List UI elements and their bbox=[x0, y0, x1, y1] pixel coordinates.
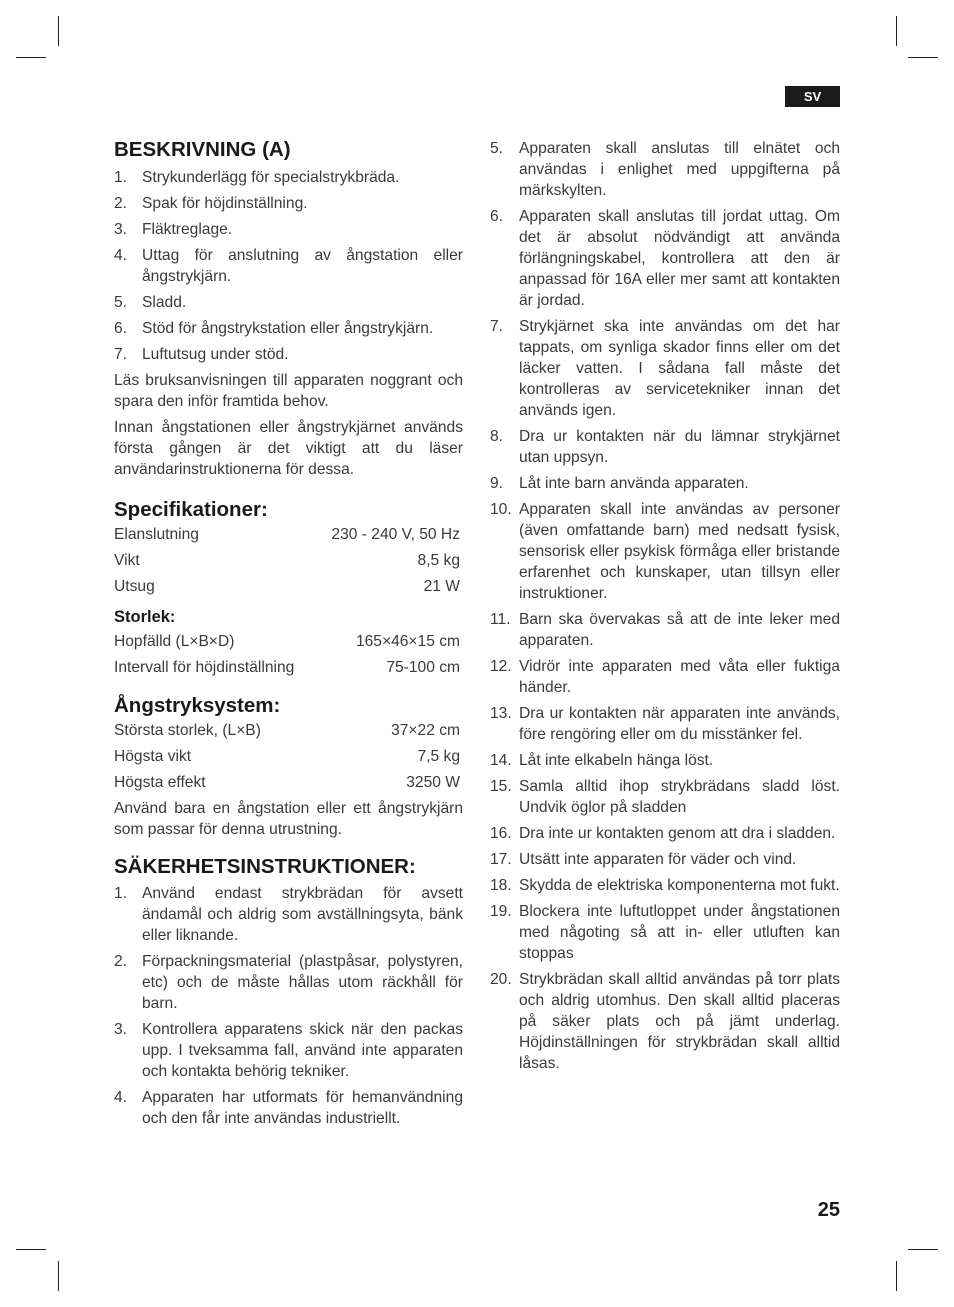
list-item bbox=[114, 344, 463, 365]
item-number: 2. bbox=[114, 195, 128, 212]
language-badge: SV bbox=[785, 86, 840, 107]
item-text: Apparaten skall anslutas till jordat uttag. Om det är absolut nödvändigt att använda förlängningskabel, kontrollera att den är anpassad för 16A eller mer samt att kontakten är jordad. bbox=[519, 208, 840, 309]
spec-label: Högsta vikt bbox=[114, 748, 192, 765]
spec-value: 75-100 cm bbox=[386, 659, 460, 676]
instructions-paragraph: Läs bruksanvisningen till apparaten noggrant och spara den inför framtida behov. bbox=[114, 372, 463, 410]
list-item bbox=[490, 750, 840, 771]
item-number: 20. bbox=[490, 971, 512, 988]
list-item bbox=[490, 426, 840, 468]
list-item bbox=[114, 167, 463, 188]
steam-note: Använd bara en ångstation eller ett ångstrykjärn som passar för denna utrustning. bbox=[114, 800, 463, 838]
item-number: 1. bbox=[114, 169, 128, 186]
spec-row bbox=[114, 720, 463, 746]
spec-value: 7,5 kg bbox=[417, 748, 460, 765]
item-text: Sladd. bbox=[142, 294, 187, 311]
item-number: 4. bbox=[114, 1089, 128, 1106]
item-text: Apparaten skall anslutas till elnätet och användas i enlighet med uppgifterna på märkskylten. bbox=[519, 140, 840, 199]
item-number: 2. bbox=[114, 953, 128, 970]
specifications-heading: Specifikationer: bbox=[114, 498, 268, 521]
item-text: Blockera inte luftutloppet under ångstationen med någoting så att in- eller utluften kan stoppas bbox=[519, 903, 840, 962]
spec-label: Utsug bbox=[114, 578, 155, 595]
right-column bbox=[490, 138, 840, 1079]
crop-mark bbox=[58, 16, 59, 46]
page-number: 25 bbox=[817, 1199, 840, 1221]
item-text: Stöd för ångstrykstation eller ångstrykjärn. bbox=[142, 320, 434, 337]
spec-label: Högsta effekt bbox=[114, 774, 206, 791]
item-text: Utsätt inte apparaten för väder och vind. bbox=[519, 851, 797, 868]
item-number: 10. bbox=[490, 501, 512, 518]
item-text: Låt inte elkabeln hänga löst. bbox=[519, 752, 714, 769]
steam-system-section bbox=[114, 693, 463, 840]
list-item bbox=[114, 951, 463, 1014]
item-text: Apparaten skall inte användas av personer (även omfattande barn) med nedsatt fysisk, sensorisk eller psykisk förmåga eller bristande erfarenhet och kunskaper, utan tillsyn eller instruktioner. bbox=[519, 501, 840, 602]
left-column bbox=[114, 137, 463, 1134]
description-heading: BESKRIVNING (A) bbox=[114, 138, 291, 161]
description-section bbox=[114, 137, 463, 480]
item-number: 12. bbox=[490, 658, 512, 675]
item-number: 13. bbox=[490, 705, 512, 722]
spec-label: Intervall för höjdinställning bbox=[114, 659, 295, 676]
list-item bbox=[490, 823, 840, 844]
list-item bbox=[490, 875, 840, 896]
list-item bbox=[490, 316, 840, 421]
safety-list-continued bbox=[490, 138, 840, 1074]
list-item bbox=[114, 193, 463, 214]
specifications-section bbox=[114, 497, 463, 683]
item-text: Kontrollera apparatens skick när den packas upp. I tveksamma fall, använd inte apparaten och kontakta behörig tekniker. bbox=[142, 1021, 463, 1080]
item-text: Strykunderlägg för specialstrykbräda. bbox=[142, 169, 400, 186]
item-number: 3. bbox=[114, 1021, 128, 1038]
crop-mark bbox=[16, 1249, 46, 1250]
list-item bbox=[114, 883, 463, 946]
item-number: 9. bbox=[490, 475, 504, 492]
item-text: Spak för höjdinställning. bbox=[142, 195, 308, 212]
list-item bbox=[490, 849, 840, 870]
item-number: 16. bbox=[490, 825, 512, 842]
spec-row bbox=[114, 576, 463, 602]
crop-mark bbox=[908, 57, 938, 58]
spec-label: Vikt bbox=[114, 552, 140, 569]
spec-row bbox=[114, 631, 463, 657]
list-item bbox=[490, 901, 840, 964]
list-item bbox=[114, 219, 463, 240]
item-text: Förpackningsmaterial (plastpåsar, polystyren, etc) och de måste hållas utom räckhåll för barn. bbox=[142, 953, 463, 1012]
safety-list bbox=[114, 883, 463, 1129]
item-text: Dra ur kontakten när apparaten inte används, före rengöring eller om du misstänker fel. bbox=[519, 705, 840, 743]
safety-section bbox=[114, 854, 463, 1129]
spec-value: 37×22 cm bbox=[391, 722, 460, 739]
list-item bbox=[490, 776, 840, 818]
item-number: 7. bbox=[114, 346, 128, 363]
item-text: Fläktreglage. bbox=[142, 221, 233, 238]
item-text: Dra inte ur kontakten genom att dra i sladden. bbox=[519, 825, 836, 842]
spec-value: 8,5 kg bbox=[417, 552, 460, 569]
crop-mark bbox=[896, 16, 897, 46]
spec-value: 21 W bbox=[423, 578, 460, 595]
safety-heading: SÄKERHETSINSTRUKTIONER: bbox=[114, 855, 416, 878]
item-text: Barn ska övervakas så att de inte leker med apparaten. bbox=[519, 611, 840, 649]
item-text: Uttag för anslutning av ångstation eller ångstrykjärn. bbox=[142, 247, 463, 285]
spec-value: 3250 W bbox=[406, 774, 460, 791]
item-text: Strykbrädan skall alltid användas på torr plats och aldrig utomhus. Den skall alltid placeras på säker plats och på jämt underlag. Höjdinställningen för strykbrädan skall alltid låsas. bbox=[519, 971, 840, 1072]
list-item bbox=[114, 318, 463, 339]
description-list bbox=[114, 167, 463, 365]
item-text: Skydda de elektriska komponenterna mot fukt. bbox=[519, 877, 840, 894]
list-item bbox=[490, 499, 840, 604]
spec-row bbox=[114, 550, 463, 576]
item-number: 11. bbox=[490, 611, 511, 628]
item-number: 3. bbox=[114, 221, 128, 238]
crop-mark bbox=[896, 1261, 897, 1291]
spec-label: Största storlek, (L×B) bbox=[114, 722, 261, 739]
list-item bbox=[114, 1087, 463, 1129]
item-text: Luftutsug under stöd. bbox=[142, 346, 289, 363]
list-item bbox=[114, 1019, 463, 1082]
list-item bbox=[490, 656, 840, 698]
spec-row bbox=[114, 524, 463, 550]
spec-row bbox=[114, 746, 463, 772]
item-number: 1. bbox=[114, 885, 128, 902]
item-text: Apparaten har utformats för hemanvändning och den får inte användas industriellt. bbox=[142, 1089, 463, 1127]
spec-label: Elanslutning bbox=[114, 526, 199, 543]
item-number: 7. bbox=[490, 318, 504, 335]
list-item bbox=[490, 206, 840, 311]
item-text: Strykjärnet ska inte användas om det har tappats, om synliga skador finns eller om det läcker vatten. I sådana fall måste det kontrolleras av servicetekniker innan det används igen. bbox=[519, 318, 840, 419]
steam-system-heading: Ångstryksystem: bbox=[114, 694, 281, 717]
item-text: Låt inte barn använda apparaten. bbox=[519, 475, 749, 492]
spec-row bbox=[114, 657, 463, 683]
item-text: Använd endast strykbrädan för avsett ändamål och aldrig som avställningsyta, bänk eller liknande. bbox=[142, 885, 463, 944]
list-item bbox=[114, 245, 463, 287]
item-number: 4. bbox=[114, 247, 128, 264]
item-number: 15. bbox=[490, 778, 512, 795]
item-text: Dra ur kontakten när du lämnar strykjärnet utan uppsyn. bbox=[519, 428, 840, 466]
crop-mark bbox=[16, 57, 46, 58]
instructions-paragraph: Innan ångstationen eller ångstrykjärnet används första gången är det viktigt att du läser användarinstruktionerna för dessa. bbox=[114, 419, 463, 478]
item-text: Vidrör inte apparaten med våta eller fuktiga händer. bbox=[519, 658, 840, 696]
spec-value: 230 - 240 V, 50 Hz bbox=[331, 526, 460, 543]
list-item bbox=[490, 473, 840, 494]
item-number: 6. bbox=[490, 208, 504, 225]
spec-row bbox=[114, 772, 463, 798]
crop-mark bbox=[58, 1261, 59, 1291]
list-item bbox=[490, 969, 840, 1074]
spec-label: Hopfälld (L×B×D) bbox=[114, 633, 235, 650]
size-heading: Storlek: bbox=[114, 608, 176, 626]
item-number: 6. bbox=[114, 320, 128, 337]
list-item bbox=[114, 292, 463, 313]
list-item bbox=[490, 609, 840, 651]
item-number: 14. bbox=[490, 752, 512, 769]
list-item bbox=[490, 138, 840, 201]
item-number: 5. bbox=[114, 294, 128, 311]
item-number: 19. bbox=[490, 903, 512, 920]
item-number: 17. bbox=[490, 851, 512, 868]
list-item bbox=[490, 703, 840, 745]
item-text: Samla alltid ihop strykbrädans sladd löst. Undvik öglor på sladden bbox=[519, 778, 840, 816]
item-number: 8. bbox=[490, 428, 504, 445]
item-number: 18. bbox=[490, 877, 512, 894]
item-number: 5. bbox=[490, 140, 504, 157]
spec-value: 165×46×15 cm bbox=[355, 633, 460, 650]
crop-mark bbox=[908, 1249, 938, 1250]
